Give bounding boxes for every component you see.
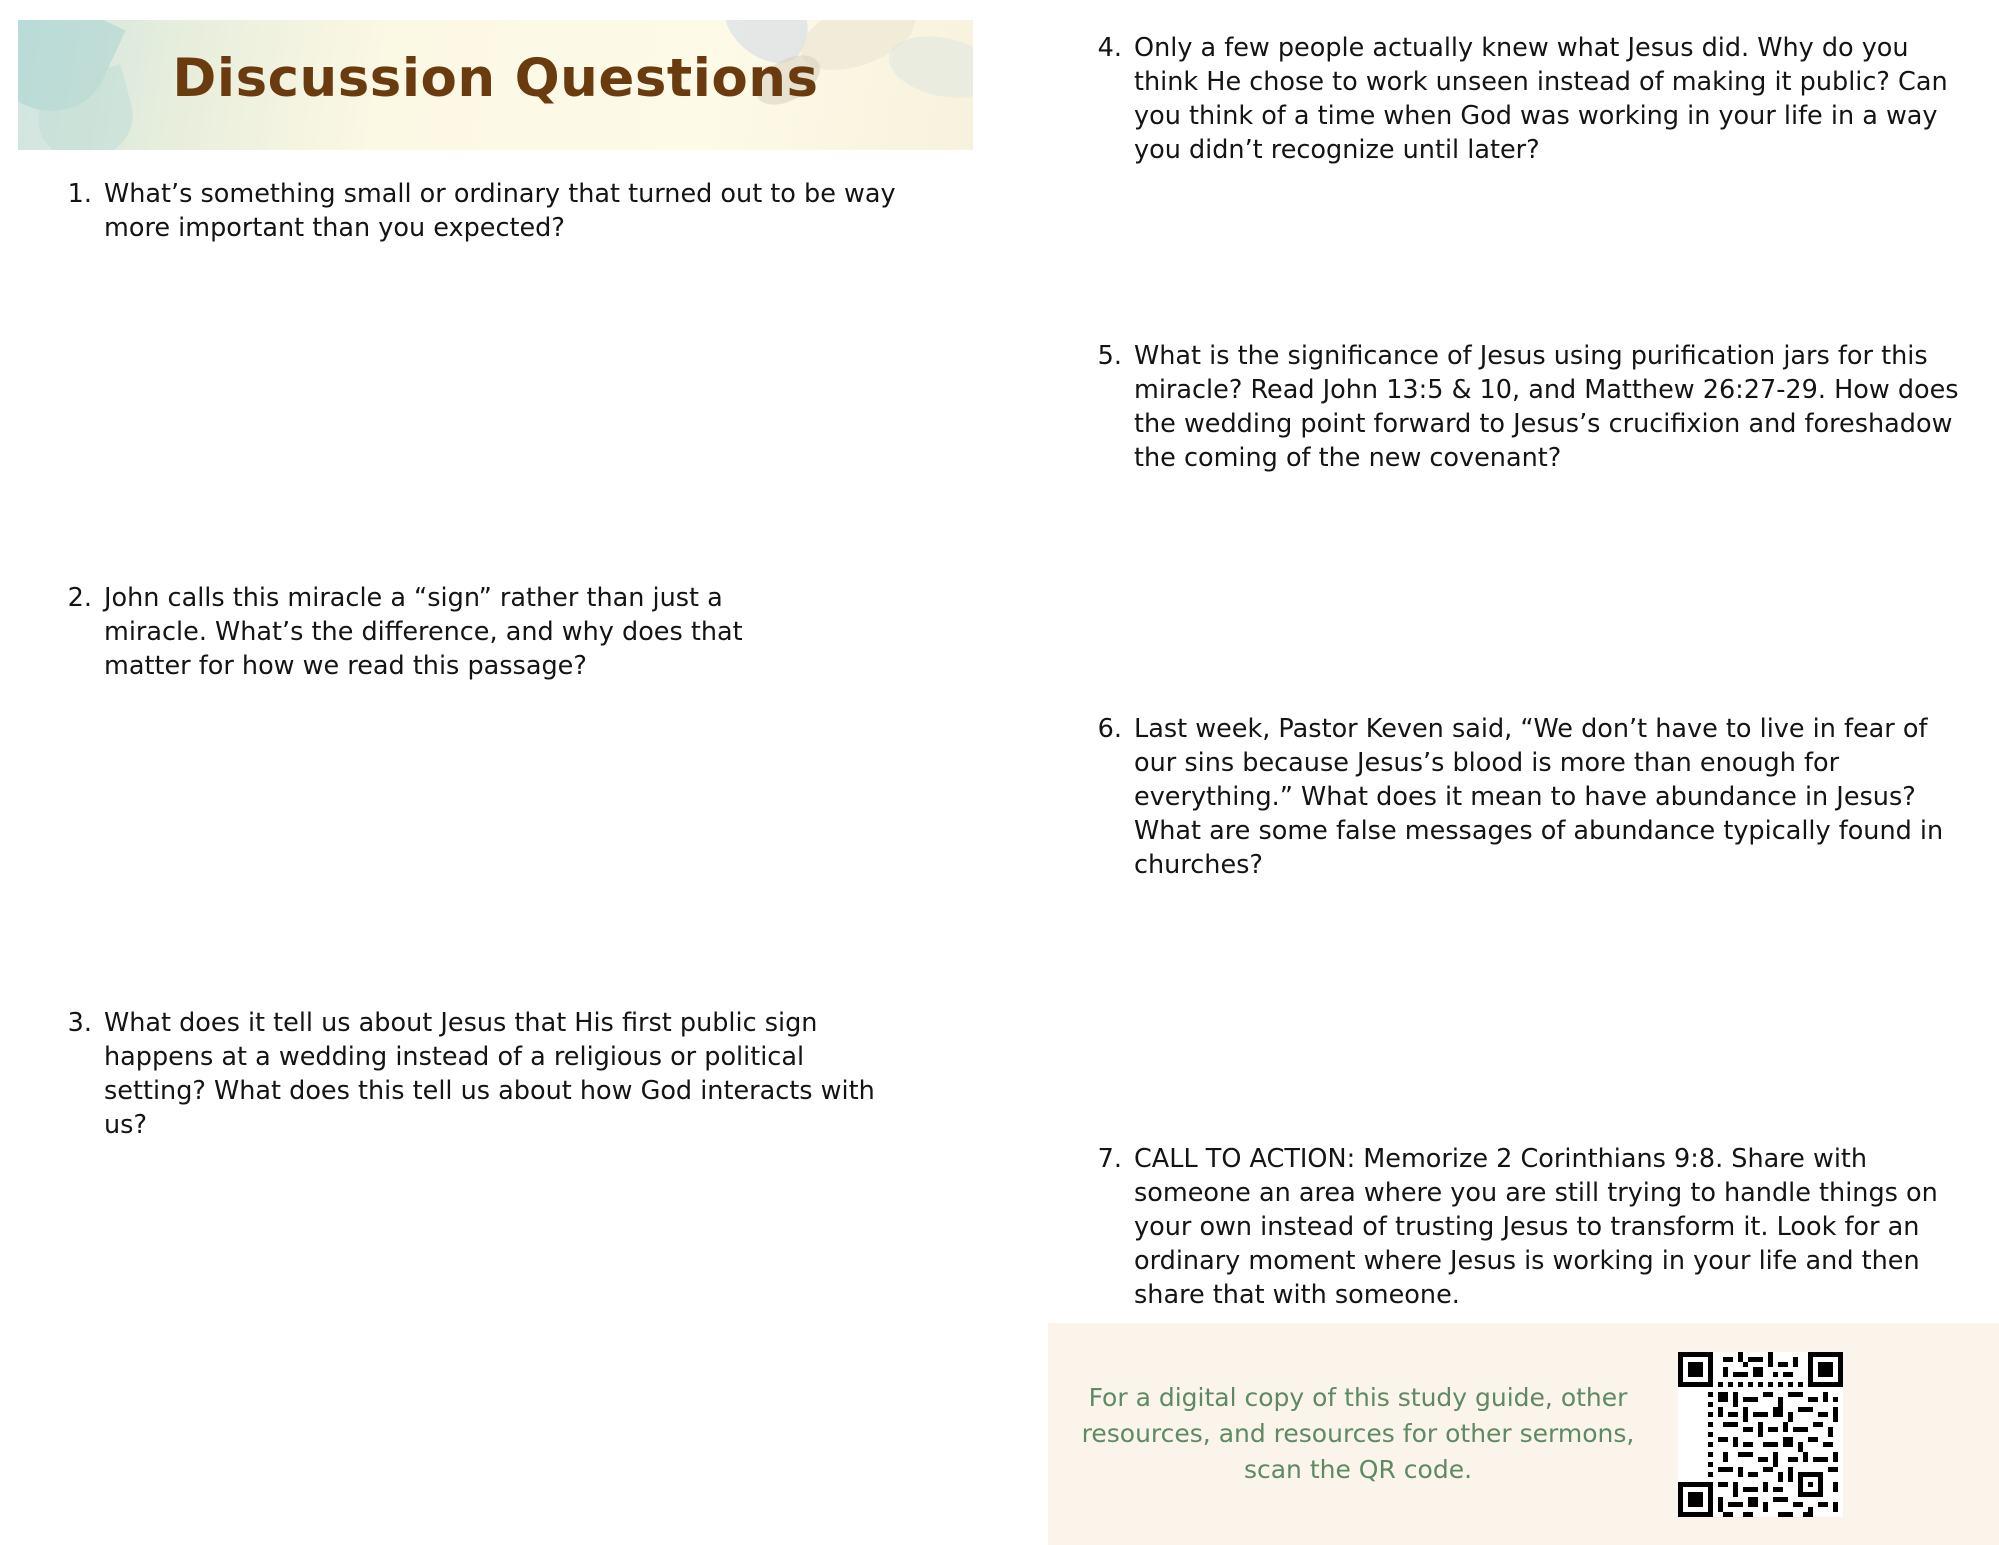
question-item — [60, 1007, 890, 1143]
header-banner — [18, 20, 973, 150]
question-number: 4. — [1097, 33, 1122, 63]
question-item — [1090, 32, 1970, 168]
question-number: 1. — [67, 179, 92, 209]
question-text: What’s something small or ordinary that turned out to be way more important than you expected? — [104, 179, 896, 243]
page-title: Discussion Questions — [172, 47, 819, 109]
question-text: What is the significance of Jesus using purification jars for this miracle? Read John 13:5 & 10, and Matthew 26:27-29. How does the wedding point forward to Jesus’s crucifixion and foreshadow the coming of the new covenant? — [1134, 341, 1959, 473]
question-number: 7. — [1097, 1144, 1122, 1174]
question-item — [1090, 1143, 1980, 1313]
question-item — [1090, 713, 1970, 883]
qr-code-icon[interactable] — [1678, 1352, 1843, 1517]
question-number: 2. — [67, 583, 92, 613]
question-text: Only a few people actually knew what Jesus did. Why do you think He chose to work unseen instead of making it public? Can you think of a time when God was working in your life in a way you didn’t recognize until later? — [1134, 33, 1948, 165]
question-item — [1090, 340, 1970, 476]
question-item — [60, 582, 820, 684]
question-text: What does it tell us about Jesus that His first public sign happens at a wedding instead of a religious or political setting? What does this tell us about how God interacts with us? — [104, 1008, 875, 1140]
question-item — [60, 178, 920, 246]
question-number: 5. — [1097, 341, 1122, 371]
qr-instruction-text: For a digital copy of this study guide, other resources, and resources for other sermons, scan the QR code. — [1081, 1382, 1635, 1485]
question-text: Last week, Pastor Keven said, “We don’t have to live in fear of our sins because Jesus’s blood is more than enough for everything.” What does it mean to have abundance in Jesus? What are some false messages of abundance typically found in churches? — [1134, 714, 1944, 880]
question-text: John calls this miracle a “sign” rather than just a miracle. What’s the difference, and why does that matter for how we read this passage? — [104, 583, 743, 681]
qr-footer — [1048, 1323, 1999, 1545]
question-text: CALL TO ACTION: Memorize 2 Corinthians 9:8. Share with someone an area where you are still trying to handle things on your own instead of trusting Jesus to transform it. Look for an ordinary moment where Jesus is working in your life and then share that with someone. — [1134, 1144, 1938, 1310]
question-number: 6. — [1097, 714, 1122, 744]
question-number: 3. — [67, 1008, 92, 1038]
